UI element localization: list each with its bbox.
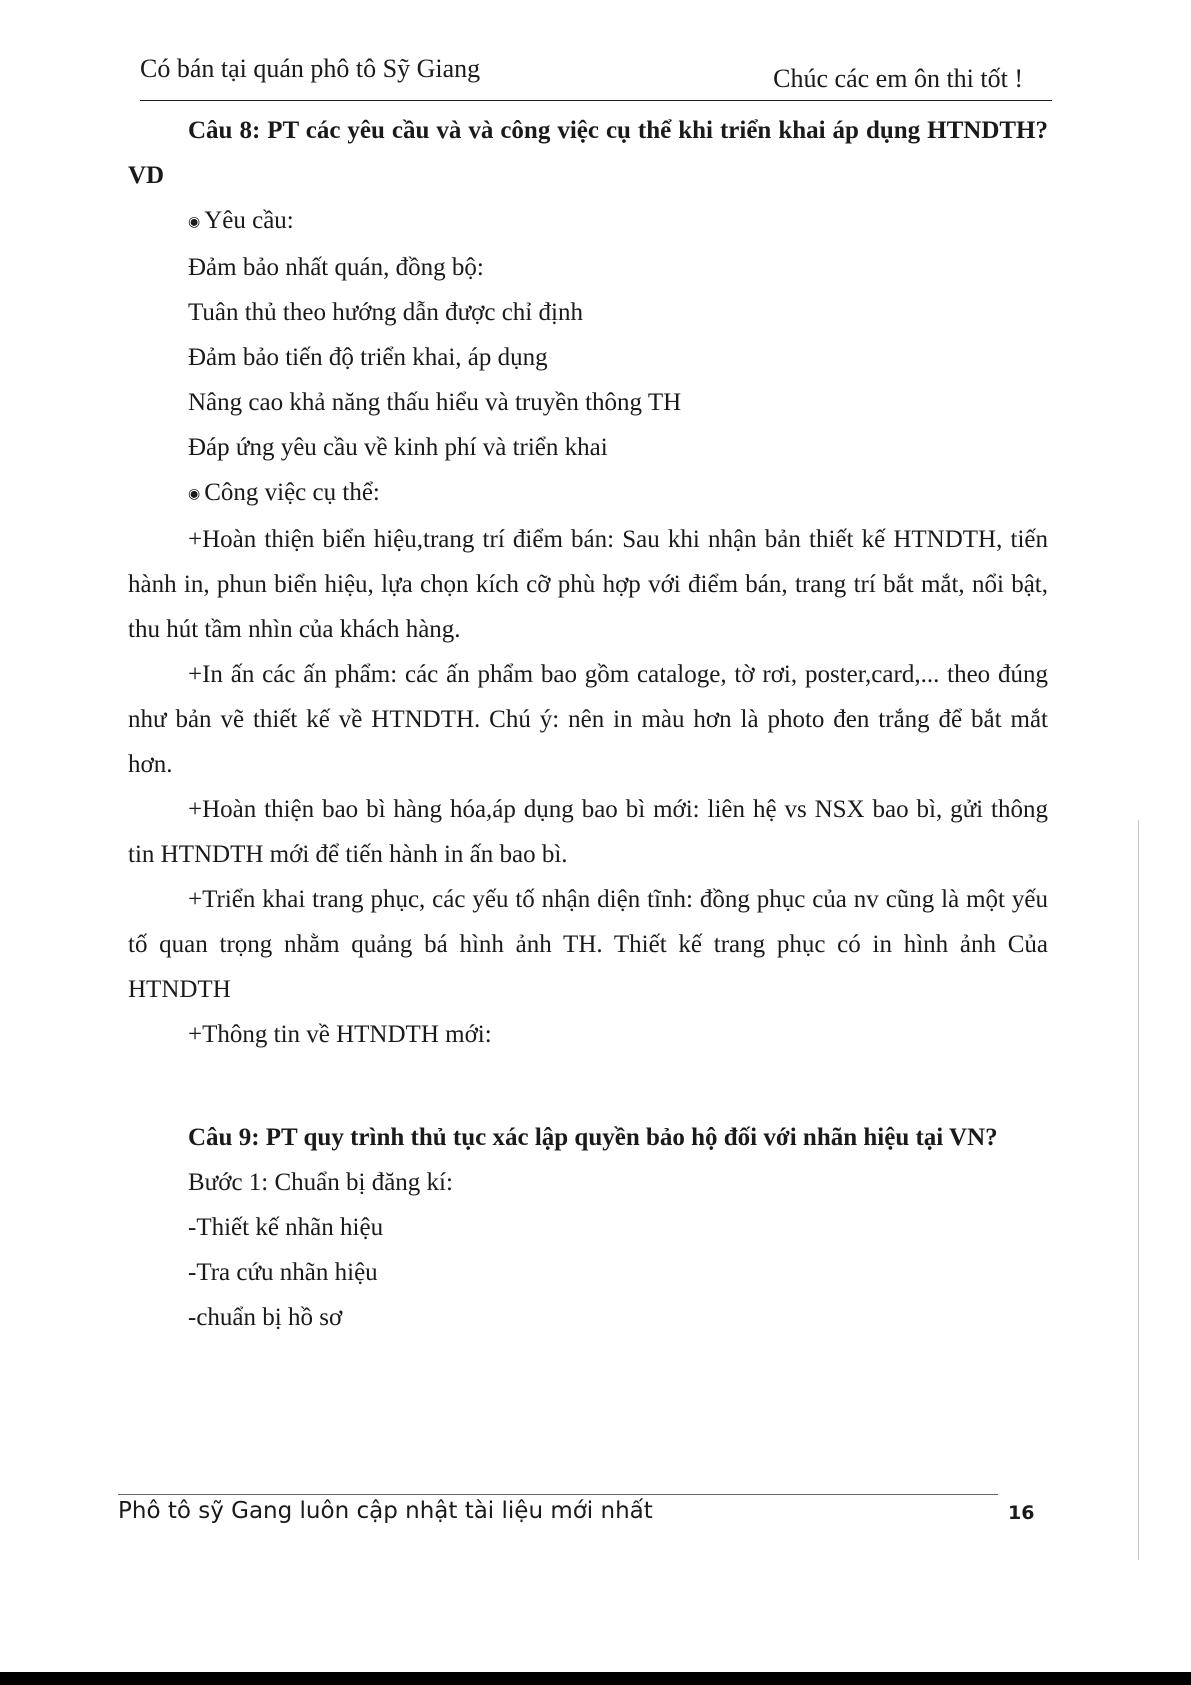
task-paragraph: +Triển khai trang phục, các yếu tố nhận diện tĩnh: đồng phục của nv cũng là một yếu tố quan trọng nhằm quảng bá hình ảnh TH. Thiết kế trang phục có in hình ảnh Của HTNDTH xyxy=(128,885,1048,1003)
footer-note: Phô tô sỹ Gang luôn cập nhật tài liệu mới nhất xyxy=(118,1498,653,1524)
header-greeting: Chúc các em ôn thi tốt ! xyxy=(773,64,1023,93)
step-item: -Tra cứu nhãn hiệu xyxy=(188,1258,378,1286)
page-number: 16 xyxy=(1008,1502,1035,1524)
task-paragraph: +Thông tin về HTNDTH mới: xyxy=(188,1020,492,1048)
requirement-item: Đảm bảo nhất quán, đồng bộ: xyxy=(188,253,484,281)
requirement-item: Đáp ứng yêu cầu về kinh phí và triển khai xyxy=(188,433,608,461)
bullet-icon: ◉ xyxy=(188,486,201,502)
document-body xyxy=(128,108,1048,1340)
requirements-heading xyxy=(128,198,1048,245)
requirement-item: Nâng cao khả năng thấu hiểu và truyền thông TH xyxy=(188,388,682,416)
question-8-title: Câu 8: PT các yêu cầu và và công việc cụ thể khi triển khai áp dụng HTNDTH?VD xyxy=(128,117,1048,189)
requirement-item: Đảm bảo tiến độ triển khai, áp dụng xyxy=(188,343,548,371)
scan-bottom-band xyxy=(0,1672,1191,1685)
header-divider xyxy=(140,100,1052,101)
section-gap xyxy=(128,1057,1048,1115)
footer-divider xyxy=(118,1494,998,1495)
task-paragraph: +In ấn các ấn phẩm: các ấn phẩm bao gồm cataloge, tờ rơi, poster,card,... theo đúng như bản vẽ thiết kế về HTNDTH. Chú ý: nên in màu hơn là photo đen trắng để bắt mắt hơn. xyxy=(128,660,1048,778)
header-shop-note: Có bán tại quán phô tô Sỹ Giang xyxy=(140,54,481,83)
tasks-heading-label: Công việc cụ thể: xyxy=(204,478,380,506)
tasks-heading xyxy=(128,470,1048,517)
scan-artifact-line xyxy=(1138,820,1139,1560)
task-paragraph: +Hoàn thiện bao bì hàng hóa,áp dụng bao bì mới: liên hệ vs NSX bao bì, gửi thông tin HTNDTH mới để tiến hành in ấn bao bì. xyxy=(128,795,1048,868)
task-paragraph: +Hoàn thiện biển hiệu,trang trí điểm bán: Sau khi nhận bản thiết kế HTNDTH, tiến hành in, phun biển hiệu, lựa chọn kích cỡ phù hợp với điểm bán, trang trí bắt mắt, nổi bật, thu hút tầm nhìn của khách hàng. xyxy=(128,525,1048,643)
bullet-icon: ◉ xyxy=(188,214,201,230)
requirement-item: Tuân thủ theo hướng dẫn được chỉ định xyxy=(188,298,583,326)
requirements-heading-label: Yêu cầu: xyxy=(204,207,294,234)
question-9-title: Câu 9: PT quy trình thủ tục xác lập quyền bảo hộ đối với nhãn hiệu tại VN? xyxy=(188,1123,998,1151)
step-heading: Bước 1: Chuẩn bị đăng kí: xyxy=(188,1168,453,1196)
step-item: -chuẩn bị hồ sơ xyxy=(188,1303,343,1331)
step-item: -Thiết kế nhãn hiệu xyxy=(188,1213,384,1241)
